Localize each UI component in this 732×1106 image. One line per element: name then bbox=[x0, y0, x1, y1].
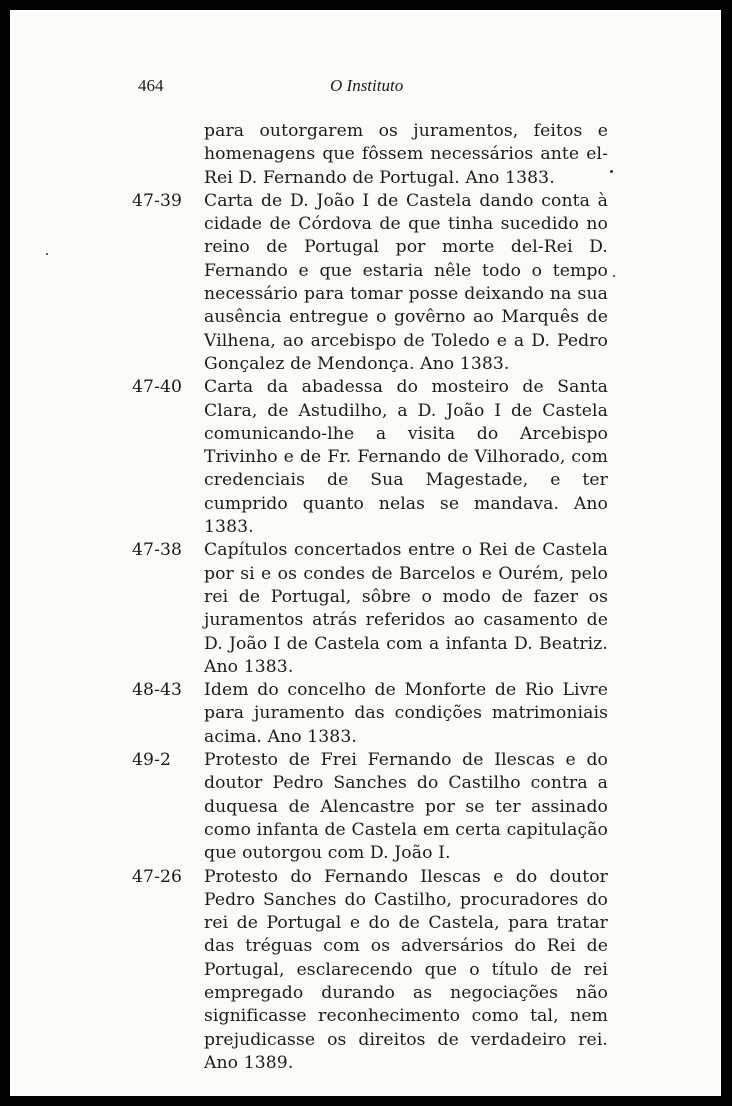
entry-reference: 48-43 bbox=[132, 680, 183, 701]
catalogue-entry bbox=[10, 679, 608, 749]
catalogue-entry bbox=[10, 376, 608, 539]
document-page bbox=[10, 10, 721, 1096]
page-header bbox=[10, 76, 721, 100]
entry-text: Capítulos concertados entre o Rei de Castela por si e os condes de Barcelos e Ourém, pelo rei de Portugal, sôbre o modo de fazer os juramentos atrás referidos ao casamento de D. João I de Castela com a infanta D. Beatriz. Ano 1383. bbox=[204, 540, 608, 677]
entry-text: Protesto de Frei Fernando de Ilescas e do doutor Pedro Sanches do Castilho contra a duquesa de Alencastre por se ter assinado como infanta de Castela em certa capitulação que outorgou com D. João I. bbox=[204, 750, 608, 864]
entry-reference: 47-40 bbox=[132, 377, 183, 398]
paper-speck bbox=[613, 275, 615, 277]
entry-text: Carta de D. João I de Castela dando conta à cidade de Córdova de que tinha sucedido no reino de Portugal por morte del-Rei D. Fernando e que estaria nêle todo o tempo necessário para tomar posse deixando na sua ausência entregue o govêrno ao Marquês de Vilhena, ao arcebispo de Toledo e a D. Pedro Gonçalez de Mendonça. Ano 1383. bbox=[204, 190, 608, 374]
catalogue-entry bbox=[10, 749, 608, 865]
page-number: 464 bbox=[138, 76, 164, 95]
catalogue-entries bbox=[10, 120, 721, 1075]
continued-entry-text: para outorgarem os juramentos, feitos e homenagens que fôssem necessários ante el-Rei D. Fernando de Portugal. Ano 1383. bbox=[204, 121, 608, 188]
catalogue-entry bbox=[10, 190, 608, 376]
entry-text: Carta da abadessa do mosteiro de Santa Clara, de Astudilho, a D. João I de Castela comunicando-lhe a visita do Arcebispo Trivinho e de Fr. Fernando de Vilhorado, com credenciais de Sua Magestade, e ter cumprido quanto nelas se mandava. Ano 1383. bbox=[204, 377, 608, 538]
running-title: O Instituto bbox=[330, 76, 404, 95]
continued-entry bbox=[10, 120, 608, 190]
catalogue-entry bbox=[10, 866, 608, 1076]
paper-speck bbox=[610, 170, 613, 173]
entry-reference: 47-38 bbox=[132, 540, 183, 561]
entry-reference: 49-2 bbox=[132, 750, 172, 771]
paper-speck bbox=[46, 253, 48, 255]
entry-text: Protesto do Fernando Ilescas e do doutor Pedro Sanches do Castilho, procuradores do rei de Portugal e do de Castela, para tratar das tréguas com os adversários do Rei de Portugal, esclarecendo que o título de rei empregado durando as negociações não significasse reconhecimento como tal, nem prejudicasse os direitos de verdadeiro rei. Ano 1389. bbox=[204, 866, 608, 1073]
entry-reference: 47-39 bbox=[132, 190, 183, 211]
catalogue-entry bbox=[10, 539, 608, 679]
entry-reference: 47-26 bbox=[132, 866, 183, 887]
entry-text: Idem do concelho de Monforte de Rio Livre para juramento das condições matrimoniais acima. Ano 1383. bbox=[204, 680, 608, 747]
